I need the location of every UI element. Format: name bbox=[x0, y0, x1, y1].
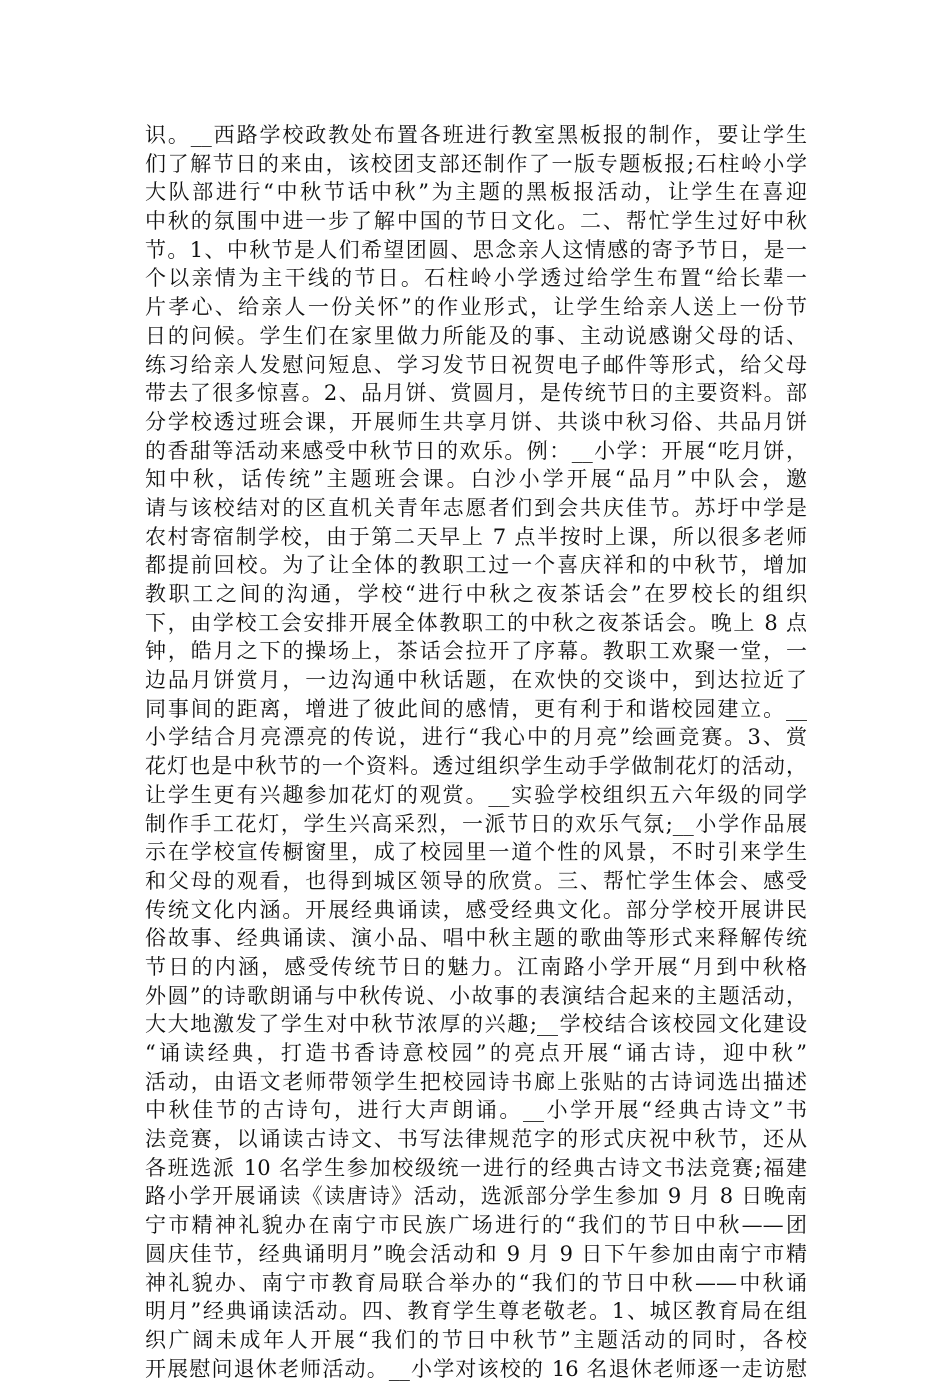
text-line: 教职工之间的沟通，学校“进行中秋之夜茶话会”在罗校长的组织 bbox=[145, 582, 807, 606]
text-line: 小学结合月亮漂亮的传说，进行“我心中的月亮”绘画竞赛。3、赏 bbox=[145, 725, 807, 750]
text-line: 下，由学校工会安排开展全体教职工的中秋之夜茶话会。晚上 8 点 bbox=[145, 610, 807, 635]
text-line: 日的问候。学生们在家里做力所能及的事、主动说感谢父母的话、 bbox=[145, 323, 807, 348]
text-line: 节。1、中秋节是人们希望团圆、思念亲人这情感的寄予节日，是一 bbox=[145, 237, 807, 262]
text-line: 的香甜等活动来感受中秋节日的欢乐。例：__小学：开展“吃月饼， bbox=[145, 438, 807, 463]
text-line: 明月”经典诵读活动。四、教育学生尊老敬老。1、城区教育局在组 bbox=[145, 1299, 807, 1324]
text-line: 识。__西路学校政教处布置各班进行教室黑板报的制作，要让学生 bbox=[145, 123, 807, 147]
text-line: 传统文化内涵。开展经典诵读，感受经典文化。部分学校开展讲民 bbox=[145, 897, 807, 922]
body-text bbox=[145, 121, 807, 1383]
text-line: 知中秋，话传统”主题班会课。白沙小学开展“品月”中队会，邀 bbox=[145, 467, 807, 492]
text-line: 中秋佳节的古诗句，进行大声朗诵。__小学开展“经典古诗文”书 bbox=[145, 1098, 807, 1123]
text-line: 和父母的观看，也得到城区领导的欣赏。三、帮忙学生体会、感受 bbox=[145, 868, 807, 893]
text-line: 外圆”的诗歌朗诵与中秋传说、小故事的表演结合起来的主题活动， bbox=[145, 983, 807, 1008]
text-line: 分学校透过班会课，开展师生共享月饼、共谈中秋习俗、共品月饼 bbox=[145, 409, 807, 434]
text-line: 请与该校结对的区直机关青年志愿者们到会共庆佳节。苏圩中学是 bbox=[145, 495, 807, 520]
text-line: 个以亲情为主干线的节日。石柱岭小学透过给学生布置“给长辈一 bbox=[145, 266, 807, 291]
text-line: “诵读经典，打造书香诗意校园”的亮点开展“诵古诗，迎中秋” bbox=[145, 1041, 807, 1065]
text-line: 中秋的氛围中进一步了解中国的节日文化。二、帮忙学生过好中秋 bbox=[145, 209, 807, 234]
text-line: 宁市精神礼貌办在南宁市民族广场进行的“我们的节日中秋——团 bbox=[145, 1213, 807, 1238]
text-line: 带去了很多惊喜。2、品月饼、赏圆月，是传统节日的主要资料。部 bbox=[145, 381, 807, 406]
text-line: 们了解节日的来由，该校团支部还制作了一版专题板报;石柱岭小学 bbox=[145, 151, 807, 176]
text-line: 农村寄宿制学校，由于第二天早上 7 点半按时上课，所以很多老师 bbox=[145, 524, 807, 549]
text-line: 让学生更有兴趣参加花灯的观赏。__实验学校组织五六年级的同学 bbox=[145, 782, 807, 807]
text-line: 制作手工花灯，学生兴高采烈，一派节日的欢乐气氛;__小学作品展 bbox=[145, 811, 807, 836]
text-line: 钟，皓月之下的操场上，茶话会拉开了序幕。教职工欢聚一堂，一 bbox=[145, 639, 807, 664]
text-line: 开展慰问退休老师活动。__小学对该校的 16 名退休老师逐一走访慰 bbox=[145, 1356, 807, 1381]
text-line: 片孝心、给亲人一份关怀”的作业形式，让学生给亲人送上一份节 bbox=[145, 295, 807, 320]
text-line: 节日的内涵，感受传统节日的魅力。江南路小学开展“月到中秋格 bbox=[145, 954, 807, 979]
text-line: 同事间的距离，增进了彼此间的感情，更有利于和谐校园建立。__ bbox=[145, 696, 807, 721]
text-line: 花灯也是中秋节的一个资料。透过组织学生动手学做制花灯的活动， bbox=[145, 754, 807, 779]
text-line: 神礼貌办、南宁市教育局联合举办的“我们的节日中秋——中秋诵 bbox=[145, 1270, 807, 1295]
text-line: 法竞赛，以诵读古诗文、书写法律规范字的形式庆祝中秋节，还从 bbox=[145, 1127, 807, 1152]
text-line: 大大地激发了学生对中秋节浓厚的兴趣;__学校结合该校园文化建设 bbox=[145, 1012, 807, 1037]
text-line: 各班选派 10 名学生参加校级统一进行的经典古诗文书法竞赛;福建 bbox=[145, 1155, 807, 1180]
text-line: 路小学开展诵读《读唐诗》活动，选派部分学生参加 9 月 8 日晚南 bbox=[145, 1184, 807, 1209]
text-line: 圆庆佳节，经典诵明月”晚会活动和 9 月 9 日下午参加由南宁市精 bbox=[145, 1241, 807, 1266]
text-line: 练习给亲人发慰问短息、学习发节日祝贺电子邮件等形式，给父母 bbox=[145, 352, 807, 377]
text-line: 活动，由语文老师带领学生把校园诗书廊上张贴的古诗词选出描述 bbox=[145, 1069, 807, 1094]
text-line: 示在学校宣传橱窗里，成了校园里一道个性的风景，不时引来学生 bbox=[145, 840, 807, 865]
text-line: 俗故事、经典诵读、演小品、唱中秋主题的歌曲等形式来释解传统 bbox=[145, 926, 807, 951]
text-line: 织广阔未成年人开展“我们的节日中秋节”主题活动的同时，各校 bbox=[145, 1327, 807, 1352]
text-line: 大队部进行“中秋节话中秋”为主题的黑板报活动，让学生在喜迎 bbox=[145, 180, 807, 205]
text-line: 边品月饼赏月，一边沟通中秋话题，在欢快的交谈中，到达拉近了 bbox=[145, 668, 807, 693]
text-line: 都提前回校。为了让全体的教职工过一个喜庆祥和的中秋节，增加 bbox=[145, 553, 807, 578]
